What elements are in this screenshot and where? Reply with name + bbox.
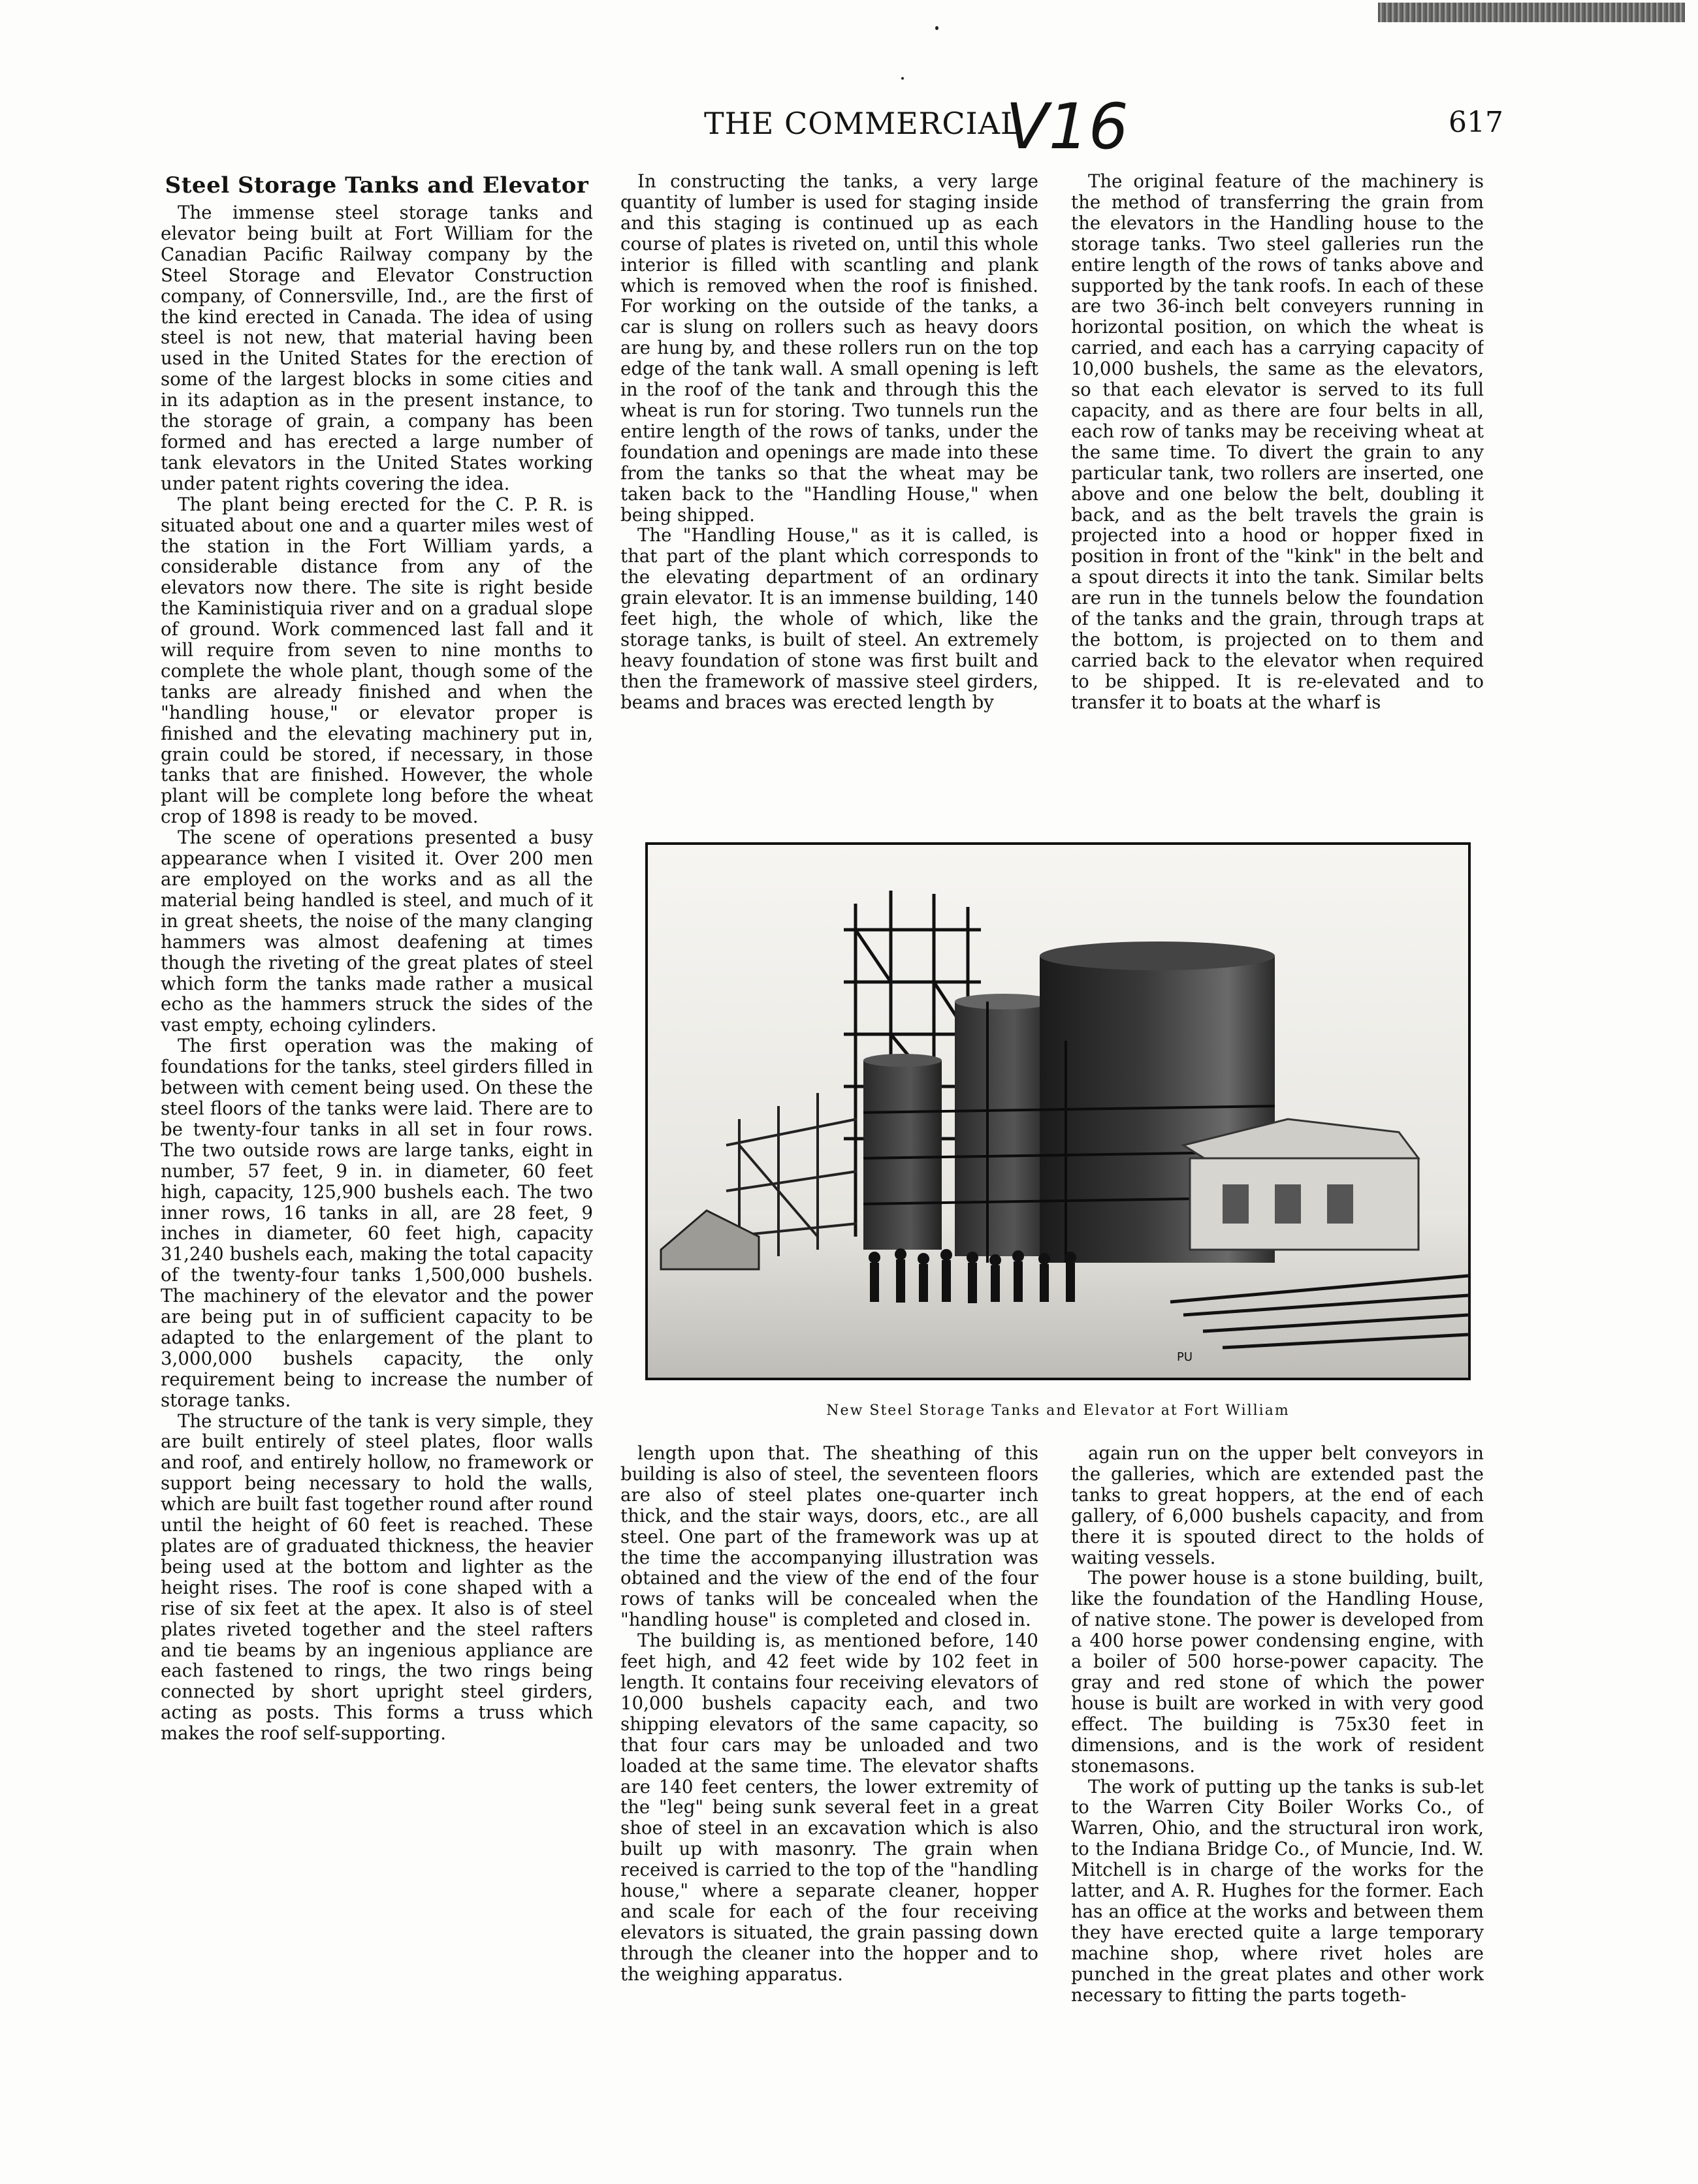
article-column-1 — [161, 172, 593, 2007]
halftone-illustration — [645, 842, 1471, 1380]
paragraph: again run on the upper belt conveyors in the galleries, which are extended past the tanks to great hoppers, at the end of each gallery, of 6,000 bushels capacity, and from there it is spouted direct to the holds of waiting vessels. — [1071, 1443, 1484, 1568]
paragraph: The plant being erected for the C. P. R. is situated about one and a quarter miles west of the station in the Fort William yards, a considerable distance from any of the elevators now there. The site is right beside the Kaministiquia river and on a gradual slope of ground. Work commenced last fall and it will require from seven to nine months to complete the whole plant, though some of the tanks are already finished and when the "handling house," or elevator proper is finished and the elevating machinery put in, grain could be stored, if necessary, in those tanks that are finished. However, the whole plant will be complete long before the wheat crop of 1898 is ready to be moved. — [161, 493, 593, 828]
article-column-3-top — [1071, 171, 1484, 811]
storage-tanks-picture — [648, 845, 1468, 1378]
scan-speck — [935, 26, 938, 30]
paragraph: length upon that. The sheathing of this building is also of steel, the seventeen floors are also of steel plates one-quarter inch thick, and the stair ways, doors, etc., are all steel. One part of the framework was up at the time the accompanying illustration was obtained and the view of the end of the four rows of tanks will be concealed when the "handling house" is completed and closed in. — [620, 1443, 1038, 1631]
paragraph: In constructing the tanks, a very large quantity of lumber is used for staging inside and this staging is continued up as each course of plates is riveted on, until this whole interior is filled with scantling and plank which is removed when the roof is finished. For working on the outside of the tanks, a car is slung on rollers such as heavy doors are hung by, and these rollers run on the top edge of the tank wall. A small opening is left in the roof of the tank and through this the wheat is run for storing. Two tunnels run the entire length of the rows of tanks, under the foundation and openings are made into these from the tanks so that the wheat may be taken back to the "Handling House," when being shipped. — [620, 171, 1038, 526]
scan-edge-mark — [1378, 3, 1685, 22]
scan-speck — [901, 77, 904, 80]
paragraph: The structure of the tank is very simple, they are built entirely of steel plates, floor walls and roof, and entirely hollow, no framework or support being necessary to hold the walls, which are built fast together round after round until the height of 60 feet is reached. These plates are of graduated thickness, the heavier being used at the bottom and lighter as the height rises. The roof is cone shaped with a rise of six feet at the apex. It also is of steel plates riveted together and the steel rafters and tie beams by an ingenious appliance are each fastened to rings, the two rings being connected by short upright steel girders, acting as posts. This forms a truss which makes the roof self-supporting. — [161, 1410, 593, 1745]
page-number: 617 — [1449, 106, 1503, 139]
handwritten-mark: V16 — [1006, 90, 1129, 163]
paragraph: The "Handling House," as it is called, is that part of the plant which corresponds to the elevating department of an ordinary grain elevator. It is an immense building, 140 feet high, the whole of which, like the storage tanks, is built of steel. An extremely heavy foundation of stone was first built and then the framework of massive steel girders, beams and braces was erected length by — [620, 524, 1038, 713]
engraver-signature: PU — [1177, 1350, 1193, 1364]
paragraph: The first operation was the making of foundations for the tanks, steel girders filled in between with cement being used. On these the steel floors of the tanks were laid. There are to be twenty-four tanks in all set in four rows. The two outside rows are large tanks, eight in number, 57 feet, 9 in. in diameter, 60 feet high, capacity, 125,900 bushels each. The two inner rows, 16 tanks in all, are 28 feet, 9 inches in diameter, 60 feet high, capacity 31,240 bushels each, making the total capacity of the twenty-four tanks 1,500,000 bushels. The machinery of the elevator and the power are being put in of sufficient capacity to be adapted to the enlargement of the plant to 3,000,000 bushels capacity, the only requirement being to increase the number of storage tanks. — [161, 1035, 593, 1411]
article-column-2-top — [620, 171, 1038, 811]
figure-caption: New Steel Storage Tanks and Elevator at Fort William — [826, 1402, 1290, 1419]
paragraph: The original feature of the machinery is the method of transferring the grain from the elevators in the Handling house to the storage tanks. Two steel galleries run the entire length of the rows of tanks above and supported by the tank roofs. In each of these are two 36-inch belt conveyers running in horizontal position, on which the wheat is carried, and each has a carrying capacity of 10,000 bushels, the same as the elevators, so that each elevator is served to its full capacity, and as there are four belts in all, each row of tanks may be receiving wheat at the same time. To divert the grain to any particular tank, two rollers are inserted, one above and one below the belt, doubling it back, and as the belt travels the grain is projected into a hood or hopper fixed in position in front of the "kink" in the belt and a spout directs it into the tank. Similar belts are run in the tunnels below the foundation of the tanks and the grain, through traps at the bottom, is projected on to them and carried back to the elevator when required to be shipped. It is re-elevated and to transfer it to boats at the wharf is — [1071, 171, 1484, 713]
paragraph: The scene of operations presented a busy appearance when I visited it. Over 200 men are employed on the works and as all the material being handled is steel, and much of it in great sheets, the noise of the many clanging hammers was almost deafening at times though the riveting of the great plates of steel which form the tanks made rather a musical echo as the hammers struck the sides of the vast empty, echoing cylinders. — [161, 827, 593, 1036]
paragraph: The power house is a stone building, built, like the foundation of the Handling House, of native stone. The power is developed from a 400 horse power condensing engine, with a boiler of 500 horse-power capacity. The gray and red stone of which the power house is built are worked in with very good effect. The building is 75x30 feet in dimensions, and is the work of resident stonemasons. — [1071, 1567, 1484, 1777]
paragraph: The work of putting up the tanks is sub-let to the Warren City Boiler Works Co., of Warren, Ohio, and the structural iron work, to the Indiana Bridge Co., of Muncie, Ind. W. Mitchell is in charge of the works for the latter, and A. R. Hughes for the former. Each has an office at the works and between them they have erected quite a large temporary machine shop, where rivet holes are punched in the great plates and other work necessary to fitting the parts togeth- — [1071, 1775, 1484, 2006]
running-title: THE COMMERCIAL — [704, 106, 1021, 141]
paragraph: The immense steel storage tanks and elevator being built at Fort William for the Canadian Pacific Railway company by the Steel Storage and Elevator Construction company, of Connersville, Ind., are the first of the kind erected in Canada. The idea of using steel is not new, that material having been used in the United States for the erection of some of the largest blocks in some cities and in its adaption as in the present instance, to the storage of grain, a company has been formed and has erected a large number of tank elevators in the United States working under patent rights covering the idea. — [161, 202, 593, 494]
article-column-3-bottom — [1071, 1443, 1484, 2136]
page-header — [0, 90, 1698, 163]
paragraph: The building is, as mentioned before, 140 feet high, and 42 feet wide by 102 feet in length. It contains four receiving elevators of 10,000 bushels capacity each, and two shipping elevators of the same capacity, so that four cars may be unloaded and two loaded at the same time. The elevator shafts are 140 feet centers, the lower extremity of the "leg" being sunk several feet in a great shoe of steel in an excavation which is also built up with masonry. The grain when received is carried to the top of the "handling house," where a separate cleaner, hopper and scale for each of the four receiving elevators is situated, the grain passing down through the cleaner into the hopper and to the weighing apparatus. — [620, 1630, 1038, 1985]
article-column-2-bottom — [620, 1443, 1038, 2136]
article-title: Steel Storage Tanks and Elevator — [165, 172, 589, 198]
